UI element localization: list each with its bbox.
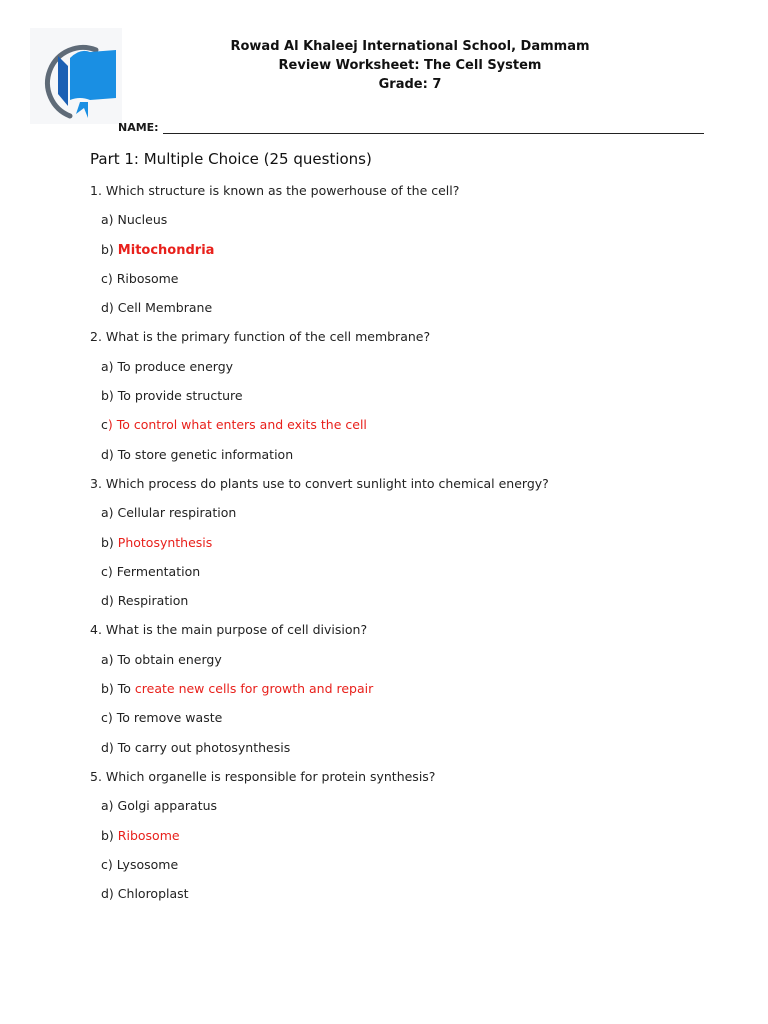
school-logo — [30, 28, 122, 124]
answer-option — [90, 884, 730, 913]
question-list — [90, 181, 730, 913]
option-text: Nucleus — [117, 212, 168, 228]
correct-answer-text: create new cells for growth and repair — [134, 681, 374, 697]
answer-option-correct — [90, 533, 730, 562]
answer-option — [90, 386, 730, 415]
answer-option — [90, 591, 730, 620]
question-stem: 2. What is the primary function of the cell membrane? — [90, 329, 431, 345]
answer-option — [90, 269, 730, 298]
option-letter: b) To — [101, 681, 135, 697]
option-text: Fermentation — [116, 563, 201, 579]
option-letter: d) — [101, 739, 118, 755]
option-text: To remove waste — [116, 710, 223, 726]
question-stem: 4. What is the main purpose of cell division? — [90, 622, 368, 638]
name-field — [118, 121, 708, 134]
answer-option-correct — [90, 415, 730, 444]
correct-answer-text: Photosynthesis — [117, 534, 213, 550]
answer-option-correct — [90, 240, 730, 269]
option-text: To provide structure — [117, 388, 243, 404]
worksheet-title: Review Worksheet: The Cell System — [278, 58, 542, 73]
answer-option — [90, 210, 730, 239]
option-letter: c) — [101, 563, 117, 579]
answer-option-correct — [90, 679, 730, 708]
option-letter: d) — [101, 886, 118, 902]
answer-option — [90, 738, 730, 767]
correct-answer-text: Ribosome — [117, 827, 180, 843]
option-letter: a) — [101, 505, 118, 521]
document-header — [200, 37, 620, 94]
answer-option — [90, 650, 730, 679]
option-letter: c) — [101, 270, 117, 286]
option-text: To store genetic information — [117, 446, 294, 462]
option-letter: d) — [101, 300, 118, 316]
name-label: NAME: — [118, 121, 159, 134]
option-text: To obtain energy — [117, 651, 222, 667]
option-letter: d) — [101, 593, 118, 609]
answer-option — [90, 357, 730, 386]
correct-answer-text: ) To control what enters and exits the cell — [107, 417, 367, 433]
option-text: Cellular respiration — [117, 505, 237, 521]
option-letter: a) — [101, 212, 118, 228]
option-letter: b) — [101, 534, 118, 550]
answer-option — [90, 445, 730, 474]
question-stem: 3. Which process do plants use to convert sunlight into chemical energy? — [90, 475, 549, 491]
answer-option — [90, 796, 730, 825]
answer-option — [90, 503, 730, 532]
option-text: Cell Membrane — [117, 300, 213, 316]
school-logo-icon — [30, 28, 122, 124]
correct-answer-text: Mitochondria — [117, 242, 215, 258]
part-title: Part 1: Multiple Choice (25 questions) — [90, 150, 372, 168]
answer-option — [90, 298, 730, 327]
name-blank-line — [163, 121, 704, 134]
option-text: Respiration — [117, 593, 189, 609]
option-text: Ribosome — [116, 270, 179, 286]
option-text: Golgi apparatus — [117, 798, 218, 814]
grade-label: Grade: 7 — [378, 77, 442, 92]
school-name: Rowad Al Khaleej International School, Dammam — [230, 39, 590, 54]
answer-option — [90, 708, 730, 737]
option-letter: d) — [101, 446, 118, 462]
answer-option — [90, 855, 730, 884]
option-text: Lysosome — [116, 856, 179, 872]
option-letter: c) — [101, 856, 117, 872]
option-letter: a) — [101, 651, 118, 667]
option-letter: a) — [101, 358, 118, 374]
answer-option — [90, 562, 730, 591]
option-letter: b) — [101, 827, 118, 843]
option-letter: a) — [101, 798, 118, 814]
option-letter: c) — [101, 710, 117, 726]
option-text: To produce energy — [117, 358, 234, 374]
option-letter: b) — [101, 241, 118, 257]
option-letter: b) — [101, 388, 118, 404]
question-stem: 1. Which structure is known as the powerhouse of the cell? — [90, 183, 460, 198]
question-stem: 5. Which organelle is responsible for protein synthesis? — [90, 768, 436, 784]
option-text: Chloroplast — [117, 886, 189, 902]
option-text: To carry out photosynthesis — [117, 739, 291, 755]
option-letter: c — [101, 417, 108, 433]
answer-option-correct — [90, 826, 730, 855]
